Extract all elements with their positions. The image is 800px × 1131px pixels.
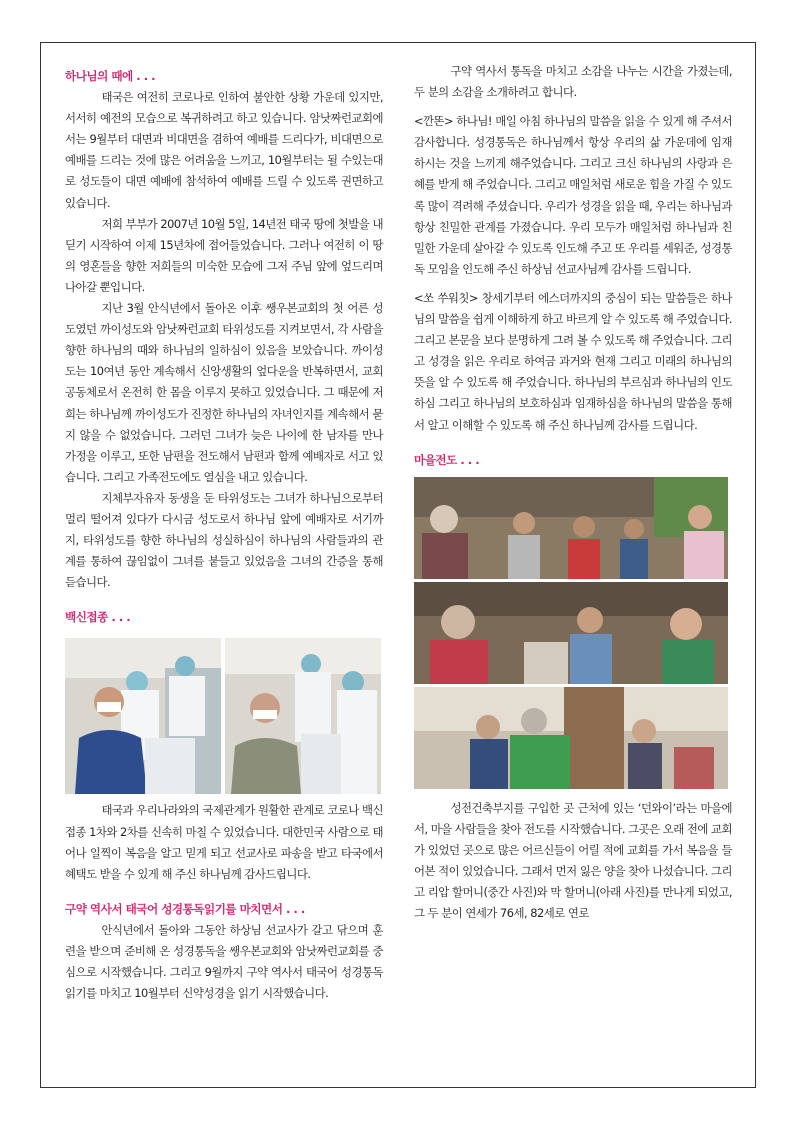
heading-bible: 구약 역사서 태국어 성경통독읽기를 마치면서 . . .	[65, 901, 305, 916]
bible-testimony-2: <쏘 쑤워칫> 창세기부터 에스더까지의 중심이 되는 말씀들은 하나님의 말씀을 쉽게 이해하게 하고 바르게 알 수 있도록 해 주었습니다. 그리고 본문을 보다 분명하게 그려 볼 수 있도록 해 주었습니다. 그리고 성경을 읽은 우리로 하여금 과거와 현재 그리고 미래의 하나님의 뜻을 알 수 있도록 해 주었습니다. 하나님의 부르심과 하나님의 인도하심 그리고 하나님의 보호하심과 임재하심을 하나님의 말씀을 통해서 알고 이해할 수 있도록 해 주신 하나님께 감사를 드립니다.	[414, 290, 732, 432]
left-column	[65, 66, 383, 1004]
grace-paragraph-2: 저희 부부가 2007년 10월 5일, 14년전 태국 땅에 첫발을 내딛기 시작하여 이제 15년차에 접어들었습니다. 그러나 여전히 이 땅의 영혼들을 향한 저희들의 미숙한 모습에 그저 주님 앞에 엎드리며 나아갈 뿐입니다.	[65, 216, 383, 294]
village-paragraph: 성전건축부지를 구입한 곳 근처에 있는 ‘던와이’라는 마을에서, 마을 사람들을 찾아 전도를 시작했습니다. 그곳은 오래 전에 교회가 있었던 곳으로 많은 어르신들이 어릴 적에 교회를 가서 복음을 들어본 적이 있었습니다. 그래서 먼저 잃은 양을 찾아 나섰습니다. 그리고 리압 할머니(중간 사진)와 막 할머니(아래 사진)를 만나게 되었고, 그 두 분이 연세가 76세, 82세로 연로	[414, 800, 732, 921]
bible-paragraph-1: 안식년에서 돌아와 그동안 하상님 선교사가 갈고 닦으며 훈련을 받으며 준비해 온 성경통독을 쌩우본교회와 암낫짜런교회를 중심으로 시작했습니다. 그리고 9월까지 구약 역사서 태국어 성경통독읽기를 마치고 10월부터 신약성경을 읽기 시작했습니다.	[65, 922, 383, 1001]
heading-vaccine: 백신접종 . . .	[65, 610, 131, 625]
vaccine-paragraph: 태국과 우리나라와의 국제관계가 원활한 관계로 코로나 백신접종 1차와 2차를 신속히 마칠 수 있었습니다. 대한민국 사람으로 태어나 일찍이 복음을 알고 믿게 되고 선교사로 파송을 받고 타국에서 혜택도 받을 수 있게 해 주신 하나님께 감사드립니다.	[65, 803, 383, 881]
bible-testimony-1: <깐똔> 하나님! 매일 아침 하나님의 말씀을 읽을 수 있게 해 주셔서 감사합니다. 성경통독은 하나님께서 항상 우리의 삶 가운데에 임재하시는 것을 느끼게 해주었습니다. 그리고 크신 하나님의 사랑과 은혜를 받게 해 주었습니다. 그리고 매일처럼 새로운 힘을 가질 수 있도록 많이 격려해 주셨습니다. 우리가 성경을 읽을 때, 우리는 하나님과 항상 친밀한 관계를 가졌습니다. 우리 모두가 매일처럼 하나님과 친밀한 가운데 살아갈 수 있도록 인도해 주고 또 우리를 세워준, 성경통독 모임을 인도해 주신 하상님 선교사님께 감사를 드립니다.	[414, 114, 732, 276]
village-photo-mak-grandmother	[414, 687, 728, 789]
right-column	[414, 61, 732, 924]
vaccine-photos	[65, 638, 381, 794]
vaccine-photo-woman	[225, 638, 381, 794]
grace-paragraph-1: 태국은 여전히 코로나로 인하여 불안한 상황 가운데 있지만, 서서히 예전의 모습으로 복귀하려고 하고 있습니다. 암낫짜런교회에서는 9월부터 대면과 비대면을 겸하여 예배를 드리다가, 비대면으로 예배를 드리는 것에 많은 어려움을 느끼고, 10월부터는 될 수있는대로 성도들이 대면 예배에 참석하여 예배를 드릴 수 있도록 권면하고 있습니다.	[65, 90, 383, 210]
grace-paragraph-3: 지난 3월 안식년에서 돌아온 이후 쌩우본교회의 첫 어른 성도였던 까이성도와 암낫짜런교회 타위성도를 지켜보면서, 각 사람을 향한 하나님의 때와 하나님의 일하심이 있음을 보았습니다. 까이성도는 10여년 동안 계속해서 신앙생활의 엎다운을 반복하면서, 교회공동체로서 온전히 한 몸을 이루지 못하고 있었습니다. 그 때문에 저희는 하나님께 까이성도가 진정한 하나님의 자녀인지를 계속해서 묻지 않을 수 없었습니다. 그러던 그녀가 늦은 나이에 한 남자를 만나 가정을 이루고, 또한 남편을 전도해서 남편과 함께 예배자로 서고 있습니다. 그리고 가족전도에도 열심을 내고 있습니다.	[65, 301, 383, 484]
village-photo-group	[414, 477, 728, 579]
village-photo-riap-grandmother	[414, 582, 728, 684]
bible-paragraph-2: 구약 역사서 통독을 마치고 소감을 나누는 시간을 가졌는데, 두 분의 소감을 소개하려고 합니다.	[414, 64, 732, 100]
grace-paragraph-4: 지체부자유자 동생을 둔 타위성도는 그녀가 하나님으로부터 멀리 떨어져 있다가 다시금 성도로서 하나님 앞에 예배자로 서기까지, 타위성도를 향한 하나님의 성실하심이 하나님의 사람들과의 관계를 통하여 끊임없이 그녀를 붙들고 있었음을 그녀의 간증을 통해 듣습니다.	[65, 490, 383, 590]
vaccine-photo-man	[65, 638, 221, 794]
village-photos	[414, 477, 732, 789]
heading-village: 마을전도 . . .	[414, 452, 480, 467]
heading-grace: 하나님의 때에 . . .	[65, 69, 156, 83]
